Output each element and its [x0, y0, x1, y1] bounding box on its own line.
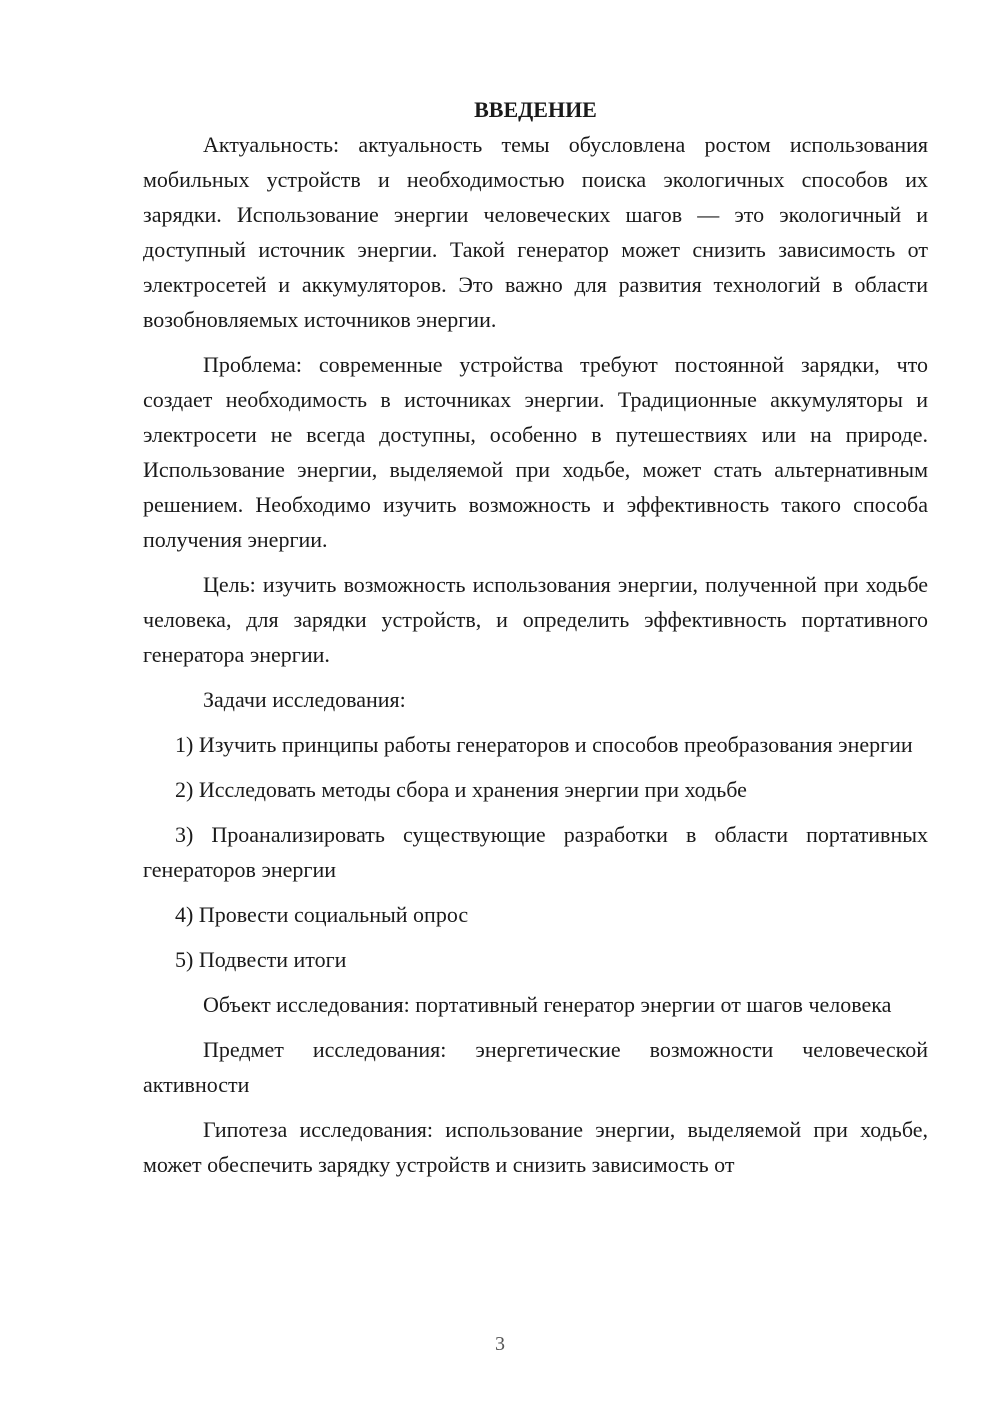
paragraph-problem: Проблема: современные устройства требуют постоянной зарядки, что создает необходимость в источниках энергии. Традиционные аккумуляторы и электросети не всегда доступны, особенно в путешествиях или на природе. Использование энергии, выделяемой при ходьбе, может стать альтернативным решением. Необходимо изучить возможность и эффективность такого способа получения энергии. — [143, 352, 928, 552]
paragraph-relevance: Актуальность: актуальность темы обусловлена ростом использования мобильных устройств и необходимостью поиска экологичных способов их зарядки. Использование энергии человеческих шагов — это экологичный и доступный источник энергии. Такой генератор может снизить зависимость от электросетей и аккумуляторов. Это важно для развития технологий в области возобновляемых источников энергии. — [143, 132, 928, 332]
paragraph-goal: Цель: изучить возможность использования энергии, полученной при ходьбе человека, для зарядки устройств, и определить эффективность портативного генератора энергии. — [143, 572, 928, 667]
paragraph-hypothesis: Гипотеза исследования: использование энергии, выделяемой при ходьбе, может обеспечить зарядку устройств и снизить зависимость от — [143, 1117, 928, 1177]
task-item-3: 3) Проанализировать существующие разработки в области портативных генераторов энергии — [143, 822, 928, 882]
task-item-5: 5) Подвести итоги — [175, 947, 347, 972]
page-number: 3 — [495, 1333, 505, 1355]
task-item-1: 1) Изучить принципы работы генераторов и способов преобразования энергии — [175, 732, 913, 757]
task-item-4: 4) Провести социальный опрос — [175, 902, 469, 927]
paragraph-object: Объект исследования: портативный генератор энергии от шагов человека — [203, 992, 892, 1017]
task-item-2: 2) Исследовать методы сбора и хранения энергии при ходьбе — [175, 777, 747, 802]
section-heading: ВВЕДЕНИЕ — [474, 97, 597, 122]
document-page — [143, 92, 928, 1182]
paragraph-tasks-intro: Задачи исследования: — [203, 687, 406, 712]
paragraph-subject: Предмет исследования: энергетические возможности человеческой активности — [143, 1037, 928, 1097]
